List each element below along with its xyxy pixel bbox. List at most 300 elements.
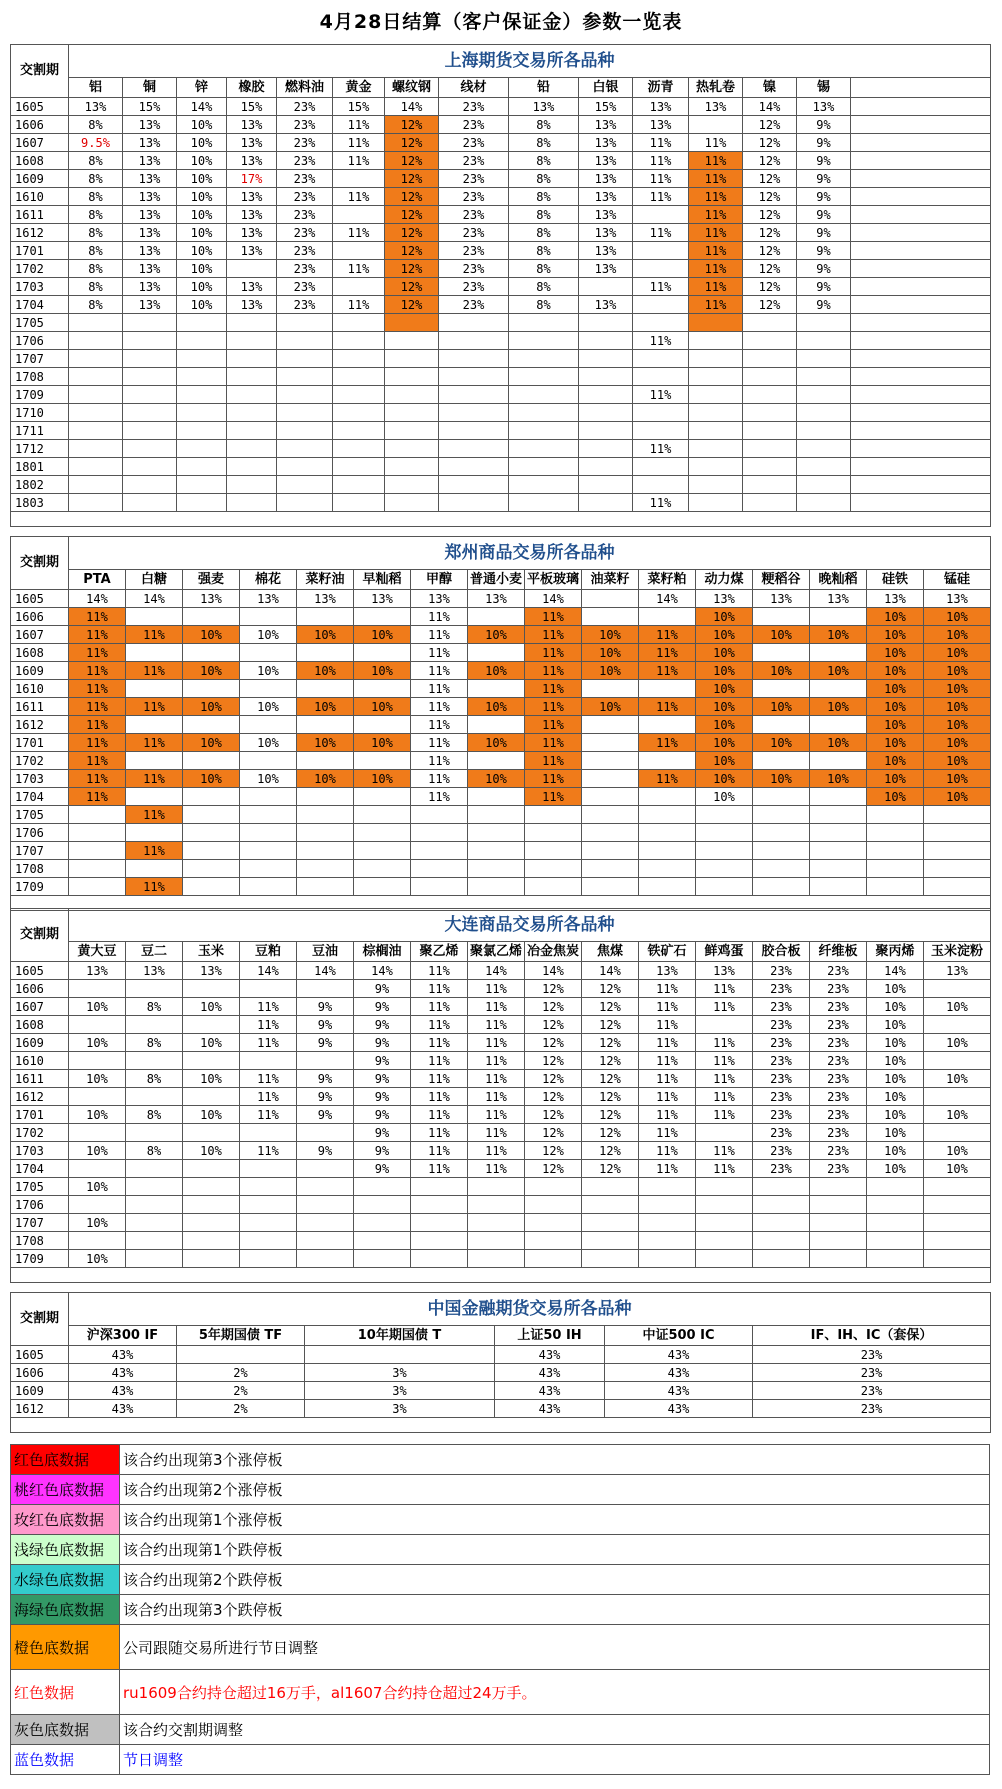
margin-cell: 11% (468, 1142, 525, 1160)
legend-description: 该合约出现第3个涨停板 (120, 1445, 990, 1475)
table-row (11, 1214, 991, 1232)
table-row (11, 134, 991, 152)
margin-cell: 14% (867, 962, 924, 980)
table-row (11, 332, 991, 350)
margin-cell: 23% (753, 1346, 991, 1364)
period-cell: 1802 (11, 476, 69, 494)
margin-cell: 9% (354, 1106, 411, 1124)
margin-cell (633, 476, 689, 494)
margin-cell: 10% (183, 1070, 240, 1088)
margin-cell (354, 752, 411, 770)
legend-swatch-label: 蓝色数据 (11, 1745, 120, 1775)
legend-swatch-label: 橙色底数据 (11, 1625, 120, 1670)
margin-cell: 10% (468, 734, 525, 752)
margin-cell: 23% (277, 98, 333, 116)
margin-cell: 23% (277, 260, 333, 278)
table-row (11, 350, 991, 368)
margin-cell: 11% (69, 770, 126, 788)
margin-cell: 8% (69, 206, 123, 224)
margin-cell: 10% (468, 626, 525, 644)
margin-cell: 9% (797, 188, 851, 206)
margin-cell (277, 422, 333, 440)
margin-cell: 12% (743, 188, 797, 206)
margin-cell: 10% (696, 734, 753, 752)
margin-cell: 23% (753, 1400, 991, 1418)
table-row (11, 806, 991, 824)
period-cell: 1704 (11, 1160, 69, 1178)
margin-cell (639, 1178, 696, 1196)
legend-description: 节日调整 (120, 1745, 990, 1775)
margin-cell (633, 404, 689, 422)
margin-table (10, 908, 991, 1283)
margin-cell (743, 404, 797, 422)
margin-cell: 10% (177, 152, 227, 170)
margin-cell (525, 1196, 582, 1214)
margin-cell (867, 1178, 924, 1196)
margin-cell: 11% (468, 980, 525, 998)
margin-cell: 8% (69, 224, 123, 242)
table-row (11, 1070, 991, 1088)
margin-cell: 13% (69, 962, 126, 980)
column-header: 线材 (439, 78, 509, 98)
margin-cell (183, 980, 240, 998)
table-row (11, 824, 991, 842)
margin-cell: 12% (582, 1016, 639, 1034)
empty-cell (851, 404, 991, 422)
margin-cell: 13% (579, 134, 633, 152)
table-row (11, 458, 991, 476)
column-header: 菜籽油 (297, 570, 354, 590)
margin-cell: 10% (696, 770, 753, 788)
margin-cell: 13% (123, 296, 177, 314)
margin-cell (227, 494, 277, 512)
margin-cell (696, 1214, 753, 1232)
margin-cell: 11% (126, 878, 183, 896)
margin-cell (69, 350, 123, 368)
margin-cell: 8% (126, 1070, 183, 1088)
margin-cell: 10% (696, 608, 753, 626)
margin-cell: 8% (509, 170, 579, 188)
margin-cell: 12% (582, 998, 639, 1016)
margin-cell (126, 824, 183, 842)
period-cell: 1702 (11, 752, 69, 770)
margin-cell: 8% (69, 116, 123, 134)
column-header: 螺纹钢 (385, 78, 439, 98)
margin-cell (227, 260, 277, 278)
margin-cell: 11% (639, 1142, 696, 1160)
margin-cell (633, 296, 689, 314)
margin-cell (126, 980, 183, 998)
legend-row (11, 1670, 990, 1715)
margin-cell (123, 314, 177, 332)
column-header: 白糖 (126, 570, 183, 590)
margin-cell (227, 458, 277, 476)
margin-cell (240, 806, 297, 824)
margin-cell: 13% (183, 590, 240, 608)
column-header: 甲醇 (411, 570, 468, 590)
margin-cell: 10% (582, 662, 639, 680)
column-header: 豆油 (297, 942, 354, 962)
margin-cell (183, 1196, 240, 1214)
margin-cell (753, 716, 810, 734)
margin-cell (579, 350, 633, 368)
table-row (11, 1016, 991, 1034)
empty-cell (851, 134, 991, 152)
margin-cell (582, 608, 639, 626)
margin-cell: 11% (411, 1160, 468, 1178)
table-row (11, 296, 991, 314)
margin-cell (639, 752, 696, 770)
margin-cell (689, 350, 743, 368)
margin-cell: 10% (297, 626, 354, 644)
period-header: 交割期 (11, 45, 69, 98)
margin-cell: 11% (69, 680, 126, 698)
margin-cell: 23% (277, 224, 333, 242)
margin-cell: 12% (525, 980, 582, 998)
margin-cell: 43% (495, 1382, 605, 1400)
empty-cell (851, 350, 991, 368)
margin-cell (582, 878, 639, 896)
margin-cell: 10% (468, 662, 525, 680)
margin-cell: 10% (468, 770, 525, 788)
margin-cell: 11% (639, 644, 696, 662)
margin-cell: 11% (633, 386, 689, 404)
margin-cell (69, 404, 123, 422)
table-row (11, 1346, 991, 1364)
table-row (11, 590, 991, 608)
margin-cell: 23% (753, 1034, 810, 1052)
margin-cell (333, 314, 385, 332)
margin-cell: 13% (227, 296, 277, 314)
margin-cell: 13% (123, 242, 177, 260)
margin-cell (439, 476, 509, 494)
margin-cell (333, 350, 385, 368)
margin-cell: 9% (354, 1034, 411, 1052)
margin-cell: 11% (468, 1088, 525, 1106)
margin-cell: 43% (605, 1364, 753, 1382)
margin-cell (753, 788, 810, 806)
period-cell: 1703 (11, 1142, 69, 1160)
margin-cell (696, 824, 753, 842)
margin-cell: 8% (509, 152, 579, 170)
margin-cell (354, 644, 411, 662)
margin-cell: 14% (69, 590, 126, 608)
margin-cell: 11% (126, 770, 183, 788)
column-header: 豆粕 (240, 942, 297, 962)
margin-cell (797, 368, 851, 386)
margin-cell (277, 350, 333, 368)
margin-cell (743, 332, 797, 350)
margin-cell: 10% (867, 698, 924, 716)
margin-cell: 11% (411, 1070, 468, 1088)
margin-cell: 13% (297, 590, 354, 608)
margin-cell: 8% (509, 242, 579, 260)
margin-cell (183, 824, 240, 842)
margin-cell (177, 368, 227, 386)
margin-cell (277, 332, 333, 350)
margin-table (10, 1292, 991, 1433)
margin-cell (579, 386, 633, 404)
margin-cell (69, 458, 123, 476)
margin-cell: 8% (509, 278, 579, 296)
margin-cell: 13% (227, 206, 277, 224)
margin-cell: 8% (509, 206, 579, 224)
margin-cell: 23% (810, 1160, 867, 1178)
margin-cell: 12% (385, 116, 439, 134)
margin-cell: 11% (689, 206, 743, 224)
margin-cell (69, 314, 123, 332)
margin-cell (525, 860, 582, 878)
margin-cell (177, 422, 227, 440)
margin-cell: 9% (297, 1070, 354, 1088)
margin-cell (439, 440, 509, 458)
margin-cell: 23% (810, 998, 867, 1016)
margin-cell (525, 842, 582, 860)
margin-cell: 23% (753, 1142, 810, 1160)
margin-cell (867, 878, 924, 896)
margin-cell: 10% (867, 1142, 924, 1160)
margin-cell: 10% (867, 608, 924, 626)
legend-row (11, 1535, 990, 1565)
table-row (11, 116, 991, 134)
margin-cell: 10% (177, 278, 227, 296)
margin-cell: 10% (582, 626, 639, 644)
margin-cell (385, 422, 439, 440)
margin-cell: 10% (354, 662, 411, 680)
margin-cell (639, 1196, 696, 1214)
margin-cell (579, 332, 633, 350)
margin-cell: 11% (240, 1034, 297, 1052)
table-row (11, 1124, 991, 1142)
period-cell: 1611 (11, 206, 69, 224)
margin-cell (240, 842, 297, 860)
margin-cell: 10% (867, 644, 924, 662)
margin-cell (468, 608, 525, 626)
margin-cell (810, 860, 867, 878)
margin-cell (468, 716, 525, 734)
margin-cell (689, 386, 743, 404)
margin-cell: 11% (240, 1106, 297, 1124)
margin-cell (579, 440, 633, 458)
margin-cell: 11% (639, 1052, 696, 1070)
margin-cell: 10% (924, 788, 991, 806)
margin-cell (639, 1250, 696, 1268)
margin-cell (633, 314, 689, 332)
margin-cell (753, 1196, 810, 1214)
margin-cell: 10% (810, 662, 867, 680)
margin-cell: 12% (743, 260, 797, 278)
margin-cell (810, 752, 867, 770)
margin-cell (509, 350, 579, 368)
margin-cell: 11% (69, 788, 126, 806)
margin-cell (126, 752, 183, 770)
margin-cell: 13% (579, 152, 633, 170)
margin-cell (411, 1196, 468, 1214)
margin-cell (297, 1052, 354, 1070)
margin-cell: 14% (582, 962, 639, 980)
margin-cell (411, 1178, 468, 1196)
table-row (11, 422, 991, 440)
margin-cell (439, 386, 509, 404)
margin-cell (69, 1124, 126, 1142)
margin-cell (810, 1196, 867, 1214)
margin-cell: 11% (468, 1052, 525, 1070)
margin-cell (69, 368, 123, 386)
margin-cell: 9% (297, 1034, 354, 1052)
margin-cell: 23% (810, 962, 867, 980)
margin-cell (797, 494, 851, 512)
margin-cell (227, 314, 277, 332)
table-row (11, 314, 991, 332)
margin-cell: 10% (354, 626, 411, 644)
margin-cell: 10% (177, 116, 227, 134)
margin-cell: 10% (297, 662, 354, 680)
margin-cell: 10% (924, 626, 991, 644)
period-cell: 1612 (11, 1400, 69, 1418)
margin-cell: 14% (240, 962, 297, 980)
margin-cell (297, 1178, 354, 1196)
margin-cell: 10% (867, 1106, 924, 1124)
margin-cell: 12% (743, 296, 797, 314)
period-cell: 1702 (11, 1124, 69, 1142)
margin-cell: 10% (696, 698, 753, 716)
margin-cell: 23% (439, 188, 509, 206)
margin-cell (509, 332, 579, 350)
margin-cell (240, 1214, 297, 1232)
column-header: 冶金焦炭 (525, 942, 582, 962)
margin-cell: 12% (385, 260, 439, 278)
legend-description: 公司跟随交易所进行节日调整 (120, 1625, 990, 1670)
margin-cell: 12% (525, 1034, 582, 1052)
column-header: 平板玻璃 (525, 570, 582, 590)
margin-cell (297, 716, 354, 734)
margin-cell: 12% (525, 1088, 582, 1106)
margin-cell: 43% (495, 1364, 605, 1382)
margin-cell: 11% (689, 224, 743, 242)
margin-cell: 10% (183, 698, 240, 716)
margin-cell (468, 1196, 525, 1214)
margin-cell: 11% (689, 278, 743, 296)
margin-cell (227, 332, 277, 350)
margin-cell (126, 1160, 183, 1178)
margin-cell: 10% (810, 770, 867, 788)
margin-cell: 11% (411, 998, 468, 1016)
margin-cell (183, 1160, 240, 1178)
column-header: 玉米淀粉 (924, 942, 991, 962)
margin-cell (69, 1088, 126, 1106)
margin-cell (183, 788, 240, 806)
margin-cell: 12% (525, 1160, 582, 1178)
legend-swatch-label: 红色数据 (11, 1670, 120, 1715)
spacer-row (11, 512, 991, 527)
margin-cell (183, 1214, 240, 1232)
empty-cell (851, 224, 991, 242)
margin-cell (439, 494, 509, 512)
margin-cell: 10% (183, 770, 240, 788)
margin-cell: 10% (696, 626, 753, 644)
margin-cell: 13% (509, 98, 579, 116)
margin-cell (582, 1214, 639, 1232)
margin-cell (123, 350, 177, 368)
legend-description: ru1609合约持仓超过16万手，al1607合约持仓超过24万手。 (120, 1670, 990, 1715)
period-cell: 1606 (11, 608, 69, 626)
margin-cell (468, 842, 525, 860)
margin-cell: 12% (582, 1142, 639, 1160)
margin-cell: 14% (468, 962, 525, 980)
margin-cell (924, 842, 991, 860)
margin-cell: 14% (354, 962, 411, 980)
period-cell: 1608 (11, 152, 69, 170)
margin-cell: 12% (582, 1106, 639, 1124)
period-cell: 1701 (11, 1106, 69, 1124)
legend-description: 该合约出现第1个跌停板 (120, 1535, 990, 1565)
margin-cell (411, 1232, 468, 1250)
margin-cell: 10% (240, 734, 297, 752)
margin-cell: 23% (753, 1382, 991, 1400)
margin-cell: 8% (126, 1034, 183, 1052)
margin-cell: 12% (385, 242, 439, 260)
margin-cell (696, 1196, 753, 1214)
margin-cell: 23% (277, 116, 333, 134)
margin-cell (867, 1250, 924, 1268)
section-0 (10, 44, 990, 527)
margin-cell (126, 1178, 183, 1196)
table-row (11, 188, 991, 206)
margin-cell (468, 644, 525, 662)
margin-cell: 10% (867, 1016, 924, 1034)
margin-cell (753, 644, 810, 662)
margin-cell: 10% (924, 608, 991, 626)
margin-cell (240, 644, 297, 662)
margin-cell: 10% (867, 1052, 924, 1070)
margin-cell (439, 368, 509, 386)
column-header: 动力煤 (696, 570, 753, 590)
column-header: 粳稻谷 (753, 570, 810, 590)
margin-cell (277, 386, 333, 404)
margin-cell: 11% (126, 626, 183, 644)
margin-cell: 11% (639, 1088, 696, 1106)
period-cell: 1708 (11, 1232, 69, 1250)
margin-cell (797, 350, 851, 368)
section-title: 大连商品交易所各品种 (69, 909, 991, 942)
margin-cell (639, 788, 696, 806)
period-cell: 1606 (11, 116, 69, 134)
margin-cell (126, 1124, 183, 1142)
margin-cell (240, 824, 297, 842)
margin-cell (183, 608, 240, 626)
margin-cell (924, 1178, 991, 1196)
margin-cell (509, 404, 579, 422)
margin-cell: 8% (509, 224, 579, 242)
margin-cell: 43% (495, 1346, 605, 1364)
column-header: 白银 (579, 78, 633, 98)
period-cell: 1710 (11, 404, 69, 422)
margin-cell: 12% (743, 116, 797, 134)
margin-cell: 11% (633, 134, 689, 152)
margin-cell (385, 440, 439, 458)
period-cell: 1708 (11, 860, 69, 878)
period-cell: 1705 (11, 314, 69, 332)
legend-swatch-label: 浅绿色底数据 (11, 1535, 120, 1565)
margin-cell (69, 494, 123, 512)
table-row (11, 716, 991, 734)
margin-cell: 13% (579, 296, 633, 314)
margin-cell (177, 494, 227, 512)
margin-cell: 12% (743, 134, 797, 152)
margin-cell: 43% (605, 1382, 753, 1400)
table-row (11, 662, 991, 680)
margin-cell (177, 350, 227, 368)
